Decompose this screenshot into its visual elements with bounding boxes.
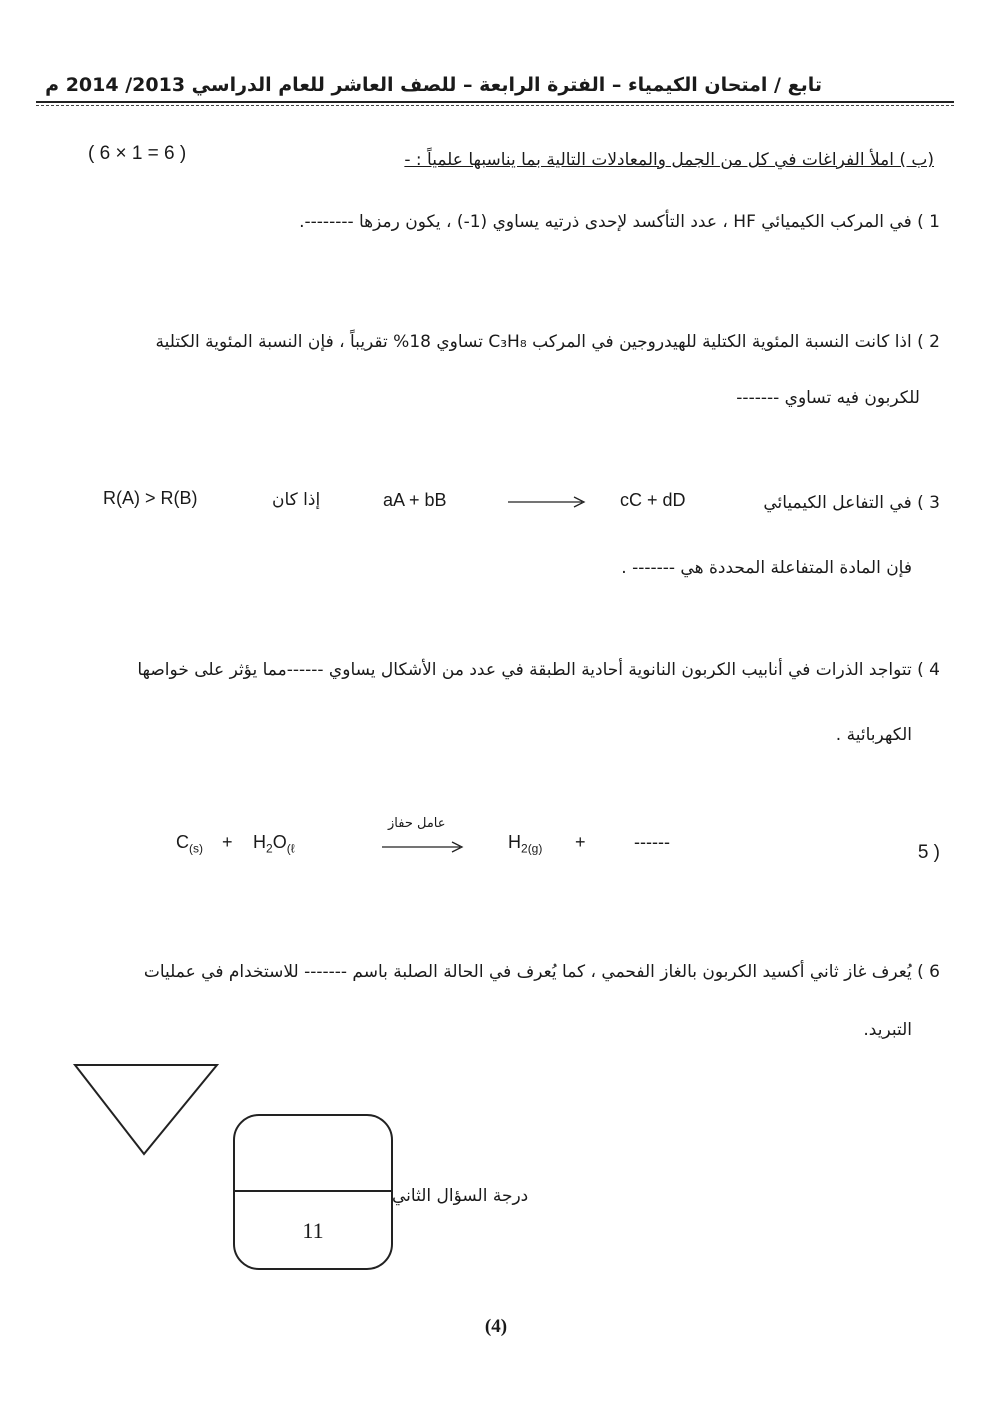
question-5-reactant2 <box>253 832 295 856</box>
reactant1-state: (s) <box>189 841 203 856</box>
question-3-reactants: aA + bB <box>383 490 447 510</box>
question-3-condition: R(A) > R(B) <box>103 488 198 508</box>
section-b-title: (ب ) املأ الفراغات في كل من الجمل والمعادلات التالية بما يناسبها علمياً : - <box>404 150 934 170</box>
product1-symbol: H <box>508 832 521 852</box>
score-label: درجة السؤال الثاني <box>392 1186 529 1206</box>
reactant1-symbol: C <box>176 832 189 852</box>
reactant2-state: (ℓ <box>286 841 295 856</box>
catalyst-label: عامل حفاز <box>388 816 446 831</box>
reactant2-o: O <box>272 832 287 852</box>
question-4-line1: 4 ) تتواجد الذرات في أنابيب الكربون النانوية أحادية الطبقة في عدد من الأشكال يساوي ------مما يؤثر على خواصها <box>137 660 940 680</box>
question-5-product1 <box>508 832 542 856</box>
section-b-marks: ( 6 × 1 = 6 ) <box>88 143 187 164</box>
question-5-reactant1 <box>176 832 203 856</box>
question-5-blank: ------ <box>634 832 670 852</box>
page-number: (4) <box>484 1316 508 1337</box>
score-box <box>233 1114 393 1270</box>
question-3-condition-label: إذا كان <box>272 490 321 510</box>
question-3-line2: فإن المادة المتفاعلة المحددة هي ------- . <box>621 558 912 578</box>
question-5-plus-1: + <box>222 832 233 852</box>
page-header: تابع / امتحان الكيمياء – الفترة الرابعة – للصف العاشر للعام الدراسي 2013/ 2014 م <box>45 74 822 96</box>
question-2-line1: 2 ) اذا كانت النسبة المئوية الكتلية للهيدروجين في المركب C₃H₈ تساوي 18% تقريباً ، فإن النسبة المئوية الكتلية <box>155 332 940 352</box>
question-4-line2: الكهربائية . <box>835 725 912 745</box>
reaction-arrow-icon <box>508 494 588 510</box>
question-5-number: ( 5 <box>917 842 940 863</box>
question-2-line2: للكربون فيه تساوي ------- <box>736 388 920 408</box>
header-rule-dashed <box>36 105 954 106</box>
score-value: 11 <box>302 1218 324 1243</box>
question-6-line2: التبريد. <box>863 1020 912 1040</box>
question-3-products: cC + dD <box>620 490 686 510</box>
reactant2-h: H <box>253 832 266 852</box>
product1-sub: 2 <box>521 841 528 856</box>
triangle-shape <box>72 1062 222 1158</box>
product1-state: (g) <box>527 841 543 856</box>
header-rule <box>36 101 954 103</box>
reactant2-sub: 2 <box>266 841 273 856</box>
question-3-label: 3 ) في التفاعل الكيميائي <box>763 493 940 513</box>
catalyst-arrow-icon <box>382 839 466 855</box>
question-1: 1 ) في المركب الكيميائي HF ، عدد التأكسد لإحدى ذرتيه يساوي (1-) ، يكون رمزها --------. <box>299 212 940 232</box>
question-6-line1: 6 ) يُعرف غاز ثاني أكسيد الكربون بالغاز الفحمي ، كما يُعرف في الحالة الصلبة باسم ------- للاستخدام في عمليات <box>143 962 940 982</box>
question-5-plus-2: + <box>575 832 586 852</box>
score-box-divider <box>235 1190 391 1192</box>
